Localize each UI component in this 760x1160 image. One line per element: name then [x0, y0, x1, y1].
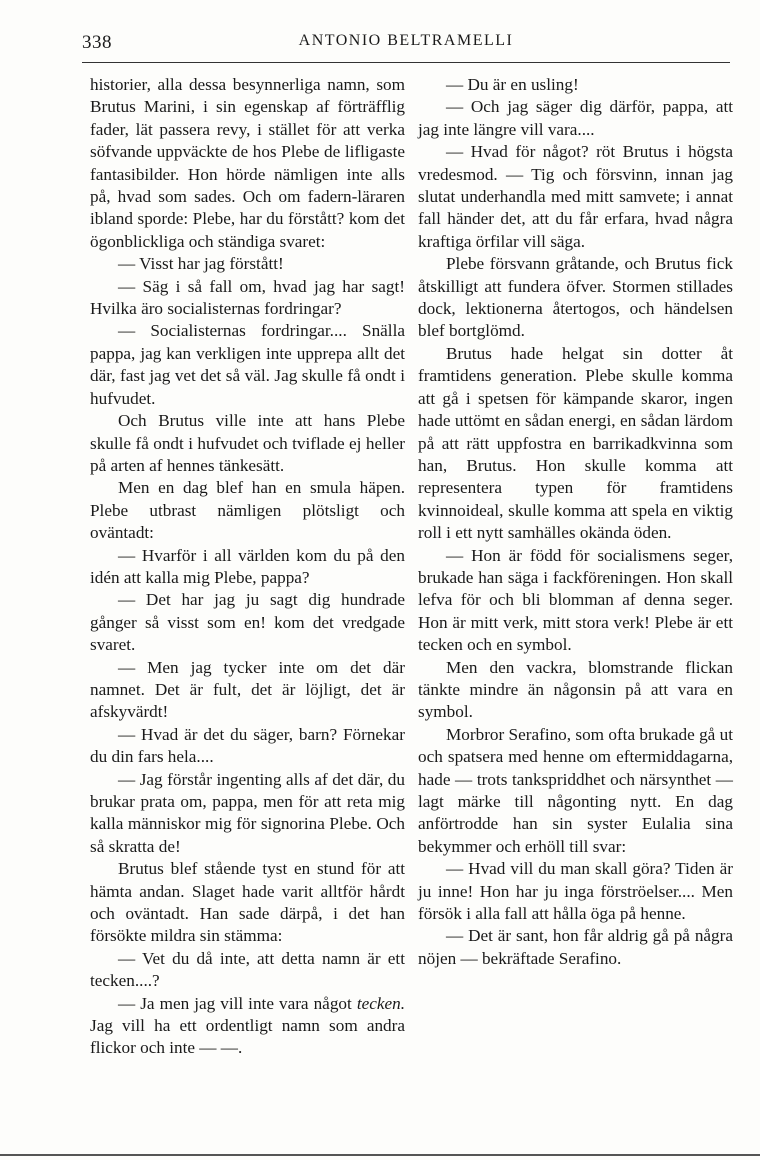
- paragraph: — Vet du då inte, att detta namn är ett tecken....?: [90, 948, 405, 991]
- paragraph: [90, 993, 405, 1060]
- paragraph: — Hvad för något? röt Brutus i högsta vredesmod. — Tig och försvinn, innan jag slutat underhandla med mitt samvete; i annat fall händer det, att du får erfara, hvad några kraftiga örfilar vill säga.: [418, 142, 733, 251]
- paragraph: — Hvarför i all världen kom du på den idén att kalla mig Plebe, pappa?: [90, 545, 405, 587]
- right-column: [418, 74, 733, 970]
- paragraph: Och Brutus ville inte att hans Plebe skulle få ondt i hufvudet och tviflade ej heller på arten af hennes tänkesätt.: [90, 411, 405, 475]
- paragraph: — Hon är född för socialismens seger, brukade han säga i fackföreningen. Hon skall lefva för och bli blomman af denna seger. Hon är mitt verk, mitt stora verk! Plebe är ett tecken och en symbol.: [418, 545, 733, 655]
- paragraph: Brutus blef stående tyst en stund för att hämta andan. Slaget hade varit alltför hårdt och oväntadt. Han sade därpå, i det han försökte mildra sin stämma:: [90, 859, 405, 946]
- paragraph: historier, alla dessa besynnerliga namn, som Brutus Marini, i sin egenskap af förträfflig fader, lät passera revy, i stället för att verka söfvande uppväckte de hos Plebe de lifligaste fantasibilder. Hon hörde nämligen inte alls på, hvad som sades. Och om fadern-läraren ibland sporde: Plebe, har du förstått? kom det ögonblickliga och ständiga svaret:: [90, 75, 405, 251]
- left-column: [90, 74, 405, 1060]
- paragraph: — Men jag tycker inte om det där namnet. Det är fult, det är löjligt, det är afskyvärdt!: [90, 657, 405, 722]
- page-header: [82, 32, 730, 62]
- paragraph-text: Jag vill ha ett ordentligt namn som andra flickor och inte — —.: [90, 1016, 405, 1058]
- paragraph: Plebe försvann gråtande, och Brutus fick åtskilligt att fundera öfver. Stormen stillades dock, lektionerna återtogos, och händelsen blef bortglömd.: [418, 254, 733, 341]
- page-number: 338: [82, 32, 112, 53]
- paragraph: — Det har jag ju sagt dig hundrade gånger så visst som en! kom det vredgade svaret.: [90, 590, 405, 655]
- paragraph: — Hvad vill du man skall göra? Tiden är ju inne! Hon har ju inga förströelser.... Men försök i alla fall att hålla öga på henne.: [418, 859, 733, 924]
- paragraph: — Säg i så fall om, hvad jag har sagt! Hvilka äro socialisternas fordringar?: [90, 276, 405, 319]
- paragraph: — Hvad är det du säger, barn? Förnekar du din fars hela....: [90, 724, 405, 767]
- paragraph: — Du är en usling!: [446, 75, 579, 94]
- paragraph: — Socialisternas fordringar.... Snälla pappa, jag kan verkligen inte upprepa allt det där, fast jag vet det så väl. Jag skulle få ondt i hufvudet.: [90, 321, 405, 408]
- paragraph: — Visst har jag förstått!: [118, 254, 284, 274]
- paragraph-text: — Ja men jag vill inte vara något: [118, 993, 357, 1013]
- paragraph: — Det är sant, hon får aldrig gå på några nöjen — bekräftade Serafino.: [418, 926, 733, 968]
- paragraph: — Jag förstår ingenting alls af det där, du brukar prata om, pappa, men för att reta mig kalla människor mig för signorina Plebe. Och så skratta de!: [90, 769, 405, 856]
- paragraph: Men den vackra, blomstrande flickan tänkte mindre än någonsin på att vara en symbol.: [418, 657, 733, 722]
- paragraph: Brutus hade helgat sin dotter åt framtidens generation. Plebe skulle komma att gå i spetsen för kämpande skaror, ingen hade uttömt en sådan energi, en sådan lärdom på att rätt uppfostra en barrikadkvinna som han, Brutus. Hon skulle komma att representera typen för framtidens kvinnoideal, skulle komma att spela en viktig roll i ett nytt samhälles okända öden.: [418, 343, 733, 543]
- paragraph: — Och jag säger dig därför, pappa, att jag inte längre vill vara....: [418, 97, 733, 139]
- running-head: ANTONIO BELTRAMELLI: [298, 32, 514, 49]
- header-rule: [82, 62, 730, 63]
- paragraph: Men en dag blef han en smula häpen. Plebe utbrast nämligen plötsligt och oväntadt:: [90, 478, 405, 543]
- page-bottom-edge: [0, 1154, 760, 1156]
- paragraph: Morbror Serafino, som ofta brukade gå ut och spatsera med henne om eftermiddagarna, hade — trots tankspriddhet och närsynthet — lagt märke till någonting nytt. En dag anförtrodde han sin syster Eulalia sina bekymmer och erhöll till svar:: [418, 724, 733, 856]
- emphasized-word: tecken.: [356, 993, 405, 1013]
